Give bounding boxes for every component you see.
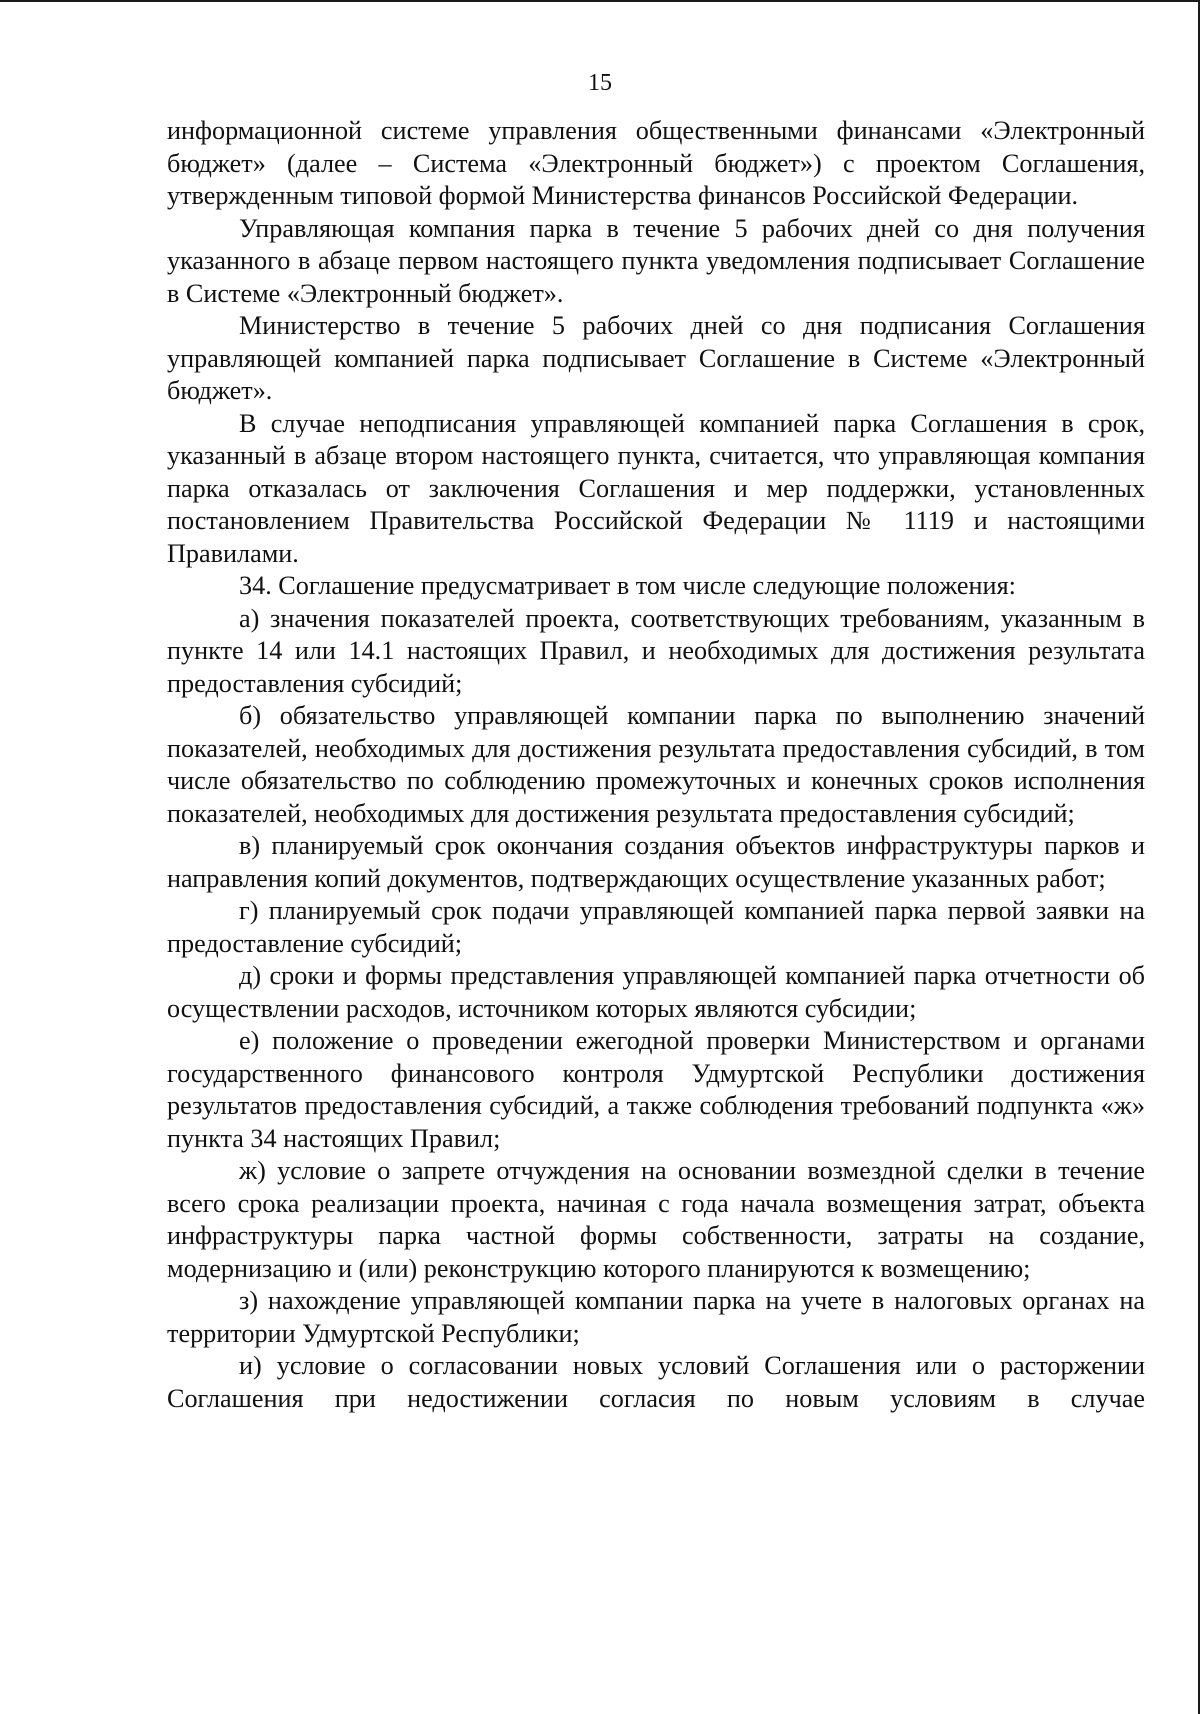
paragraph-ministry-signing: Министерство в течение 5 рабочих дней со дня подписания Соглашения управляющей компанией парка подписывает Соглашение в Системе «Электронный бюджет». (167, 311, 1145, 405)
subitem-e: е) положение о проведении ежегодной проверки Министерством и органами государственного финансового контроля Удмуртской Республики достижения результатов предоставления субсидий, а также соблюдения требований подпункта «ж» пункта 34 настоящих Правил; (167, 1026, 1145, 1153)
subitem-b: б) обязательство управляющей компании парка по выполнению значений показателей, необходимых для достижения результата предоставления субсидий, в том числе обязательство по соблюдению промежуточных и конечных сроков исполнения показателей, необходимых для достижения результата предоставления субсидий; (167, 701, 1145, 828)
subitem-zh: ж) условие о запрете отчуждения на основании возмездной сделки в течение всего срока реализации проекта, начиная с года начала возмещения затрат, объекта инфраструктуры парка частной формы собственности, затраты на создание, модернизацию и (или) реконструкцию которого планируются к возмещению; (167, 1156, 1145, 1283)
subitem-z: з) нахождение управляющей компании парка на учете в налоговых органах на территории Удмуртской Республики; (167, 1286, 1145, 1348)
subitem-i: и) условие о согласовании новых условий Соглашения или о расторжении Соглашения при недостижении согласия по новым условиям в случае (167, 1351, 1145, 1413)
subitem-a: а) значения показателей проекта, соответствующих требованиям, указанным в пункте 14 или 14.1 настоящих Правил, и необходимых для достижения результата предоставления субсидий; (167, 603, 1145, 698)
subitem-v: в) планируемый срок окончания создания объектов инфраструктуры парков и направления копий документов, подтверждающих осуществление указанных работ; (167, 831, 1145, 893)
paragraph-non-signing: В случае неподписания управляющей компанией парка Соглашения в срок, указанный в абзаце втором настоящего пункта, считается, что управляющая компания парка отказалась от заключения Соглашения и мер поддержки, установленных постановлением Правительства Российской Федерации № 1119 и настоящими Правилами. (167, 408, 1145, 568)
paragraph-continued: информационной системе управления общественными финансами «Электронный бюджет» (далее – Система «Электронный бюджет») с проектом Соглашения, утвержденным типовой формой Министерства финансов Российской Федерации. (167, 116, 1145, 210)
paragraph-item-34: 34. Соглашение предусматривает в том числе следующие положения: (239, 571, 1016, 600)
document-body (167, 115, 1145, 1415)
subitem-g: г) планируемый срок подачи управляющей компанией парка первой заявки на предоставление субсидий; (167, 896, 1145, 958)
paragraph-signing-deadline: Управляющая компания парка в течение 5 рабочих дней со дня получения указанного в абзаце первом настоящего пункта уведомления подписывает Соглашение в Системе «Электронный бюджет». (167, 213, 1145, 308)
subitem-d: д) сроки и формы представления управляющей компанией парка отчетности об осуществлении расходов, источником которых являются субсидии; (167, 961, 1145, 1023)
page-number: 15 (588, 70, 612, 96)
